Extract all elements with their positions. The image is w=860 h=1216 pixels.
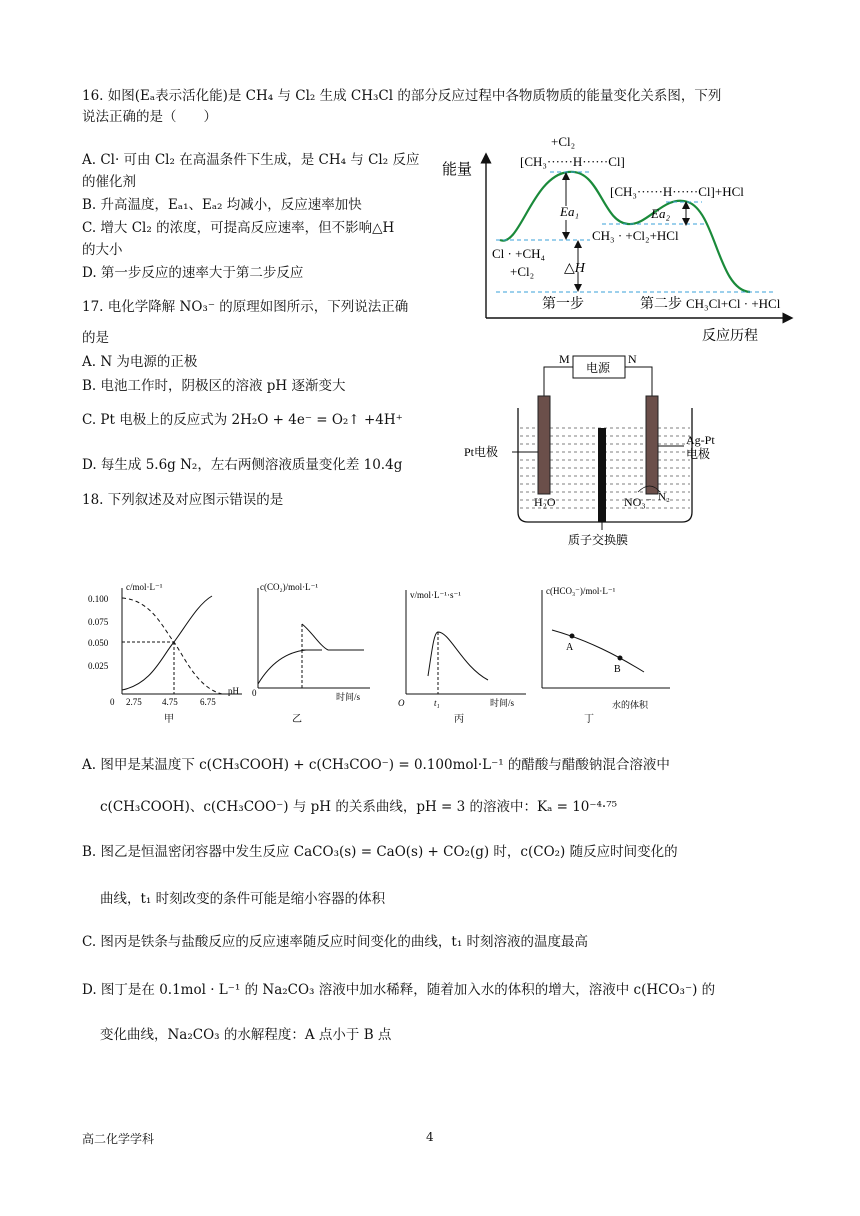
- power-source-label: 电源: [586, 361, 611, 375]
- bing-t1: t₁: [434, 698, 440, 708]
- q17-option-d: D. 每生成 5.6g N₂，左右两侧溶液质量变化差 10.4g: [82, 457, 403, 473]
- ea2-label: Ea₂: [651, 206, 670, 221]
- q16-stem-line1: 16. 如图(Eₐ表示活化能)是 CH₄ 与 Cl₂ 生成 CH₃Cl 的部分反应过程中各物质物质的能量变化关系图，下列: [82, 88, 722, 104]
- jia-xunit: pH: [228, 686, 239, 696]
- yi-curve-fall: [302, 624, 328, 650]
- ea1-label: Ea₁: [560, 204, 579, 219]
- step2-label: 第二步: [640, 297, 682, 312]
- jia-ytick-0100: 0.100: [88, 594, 109, 604]
- ding-point-a: [570, 634, 575, 639]
- q16-option-c-line1: C. 增大 Cl₂ 的浓度，可提高反应速率，但不影响△H: [82, 220, 395, 236]
- yi-curve-rise: [258, 650, 306, 684]
- energy-axis-label: 能量: [442, 162, 473, 178]
- q17-option-a: A. N 为电源的正极: [82, 354, 198, 370]
- jia-curve-acid: [122, 598, 222, 694]
- bing-curve: [428, 632, 488, 680]
- jia-caption: 甲: [164, 714, 174, 725]
- pt-electrode: [538, 396, 550, 494]
- q16-option-a-line1: A. Cl· 可由 Cl₂ 在高温条件下生成，是 CH₄ 与 Cl₂ 反应: [82, 152, 420, 168]
- q16-option-d: D. 第一步反应的速率大于第二步反应: [82, 265, 304, 281]
- ding-label-b: B: [614, 664, 621, 675]
- q18-stem: 18. 下列叙述及对应图示错误的是: [82, 492, 284, 508]
- graph-jia: [82, 580, 252, 730]
- q16-option-a-line2: 的催化剂: [82, 174, 136, 190]
- footer-subject: 高二化学学科: [82, 1132, 155, 1146]
- agpt-label-2: 电极: [686, 447, 711, 461]
- q17-option-b: B. 电池工作时，阴极区的溶液 pH 逐渐变大: [82, 378, 346, 394]
- graph-yi: [252, 580, 402, 730]
- proton-exchange-membrane: [598, 428, 606, 522]
- q18-option-c: C. 图丙是铁条与盐酸反应的反应速率随反应时间变化的曲线，t₁ 时刻溶液的温度最高: [82, 934, 589, 950]
- energy-profile-diagram: [440, 130, 800, 350]
- reactant-label-2: +Cl₂: [510, 264, 535, 279]
- ding-label-a: A: [566, 642, 574, 653]
- q16-option-b: B. 升高温度，Eₐ₁、Eₐ₂ 均减小，反应速率加快: [82, 197, 362, 213]
- water-label: H₂O: [534, 495, 556, 509]
- nitrate-label: NO₃⁻: [624, 495, 652, 509]
- bing-caption: 丙: [454, 714, 464, 725]
- ts1-top-label: +Cl₂: [551, 134, 576, 149]
- step1-label: 第一步: [542, 297, 584, 312]
- yi-xlabel: 时间/s: [336, 692, 361, 702]
- q18-option-a-line2: c(CH₃COOH)、c(CH₃COO⁻) 与 pH 的关系曲线，pH = 3 的溶液中：Kₐ = 10⁻⁴·⁷⁵: [100, 799, 618, 815]
- graph-bing: [398, 580, 538, 730]
- intermediate-label: CH₃ · +Cl₂+HCl: [592, 228, 679, 243]
- terminal-n-label: N: [628, 352, 637, 366]
- ding-ylabel: c(HCO₃⁻)/mol·L⁻¹: [546, 586, 616, 596]
- ding-xlabel: 水的体积: [612, 700, 649, 710]
- q16-stem-line2: 说法正确的是（ ）: [82, 109, 217, 125]
- yi-origin: 0: [252, 688, 257, 698]
- q18-option-a-line1: A. 图甲是某温度下 c(CH₃COOH) + c(CH₃COO⁻) = 0.100mol·L⁻¹ 的醋酸与醋酸钠混合溶液中: [82, 757, 670, 773]
- ding-caption: 丁: [584, 714, 594, 725]
- bing-ylabel: v/mol·L⁻¹·s⁻¹: [410, 590, 461, 600]
- reactant-label-1: Cl · +CH₄: [492, 246, 546, 261]
- bing-origin: O: [398, 698, 405, 708]
- q17-option-c: C. Pt 电极上的反应式为 2H₂O + 4e⁻ = O₂↑ +4H⁺: [82, 412, 403, 428]
- jia-ylabel: c/mol·L⁻¹: [126, 582, 163, 592]
- jia-ytick-0025: 0.025: [88, 661, 109, 671]
- ding-point-b: [618, 656, 623, 661]
- electrolysis-cell-diagram: [460, 348, 750, 553]
- ts2-label: [CH₃······H······Cl]+HCl: [610, 184, 744, 199]
- wire-right: [625, 367, 652, 398]
- bing-xlabel: 时间/s: [490, 698, 515, 708]
- yi-ylabel: c(CO₂)/mol·L⁻¹: [260, 582, 319, 592]
- q18-option-b-line2: 曲线，t₁ 时刻改变的条件可能是缩小容器的体积: [100, 891, 386, 907]
- jia-curve-acetate: [122, 596, 212, 690]
- jia-xtick-675: 6.75: [200, 697, 216, 707]
- dh-label: △H: [564, 261, 585, 276]
- q18-option-d-line2: 变化曲线，Na₂CO₃ 的水解程度：A 点小于 B 点: [100, 1027, 392, 1043]
- jia-ytick-0075: 0.075: [88, 617, 109, 627]
- terminal-m-label: M: [559, 352, 570, 366]
- jia-xtick-275: 2.75: [126, 697, 142, 707]
- jia-origin: 0: [110, 697, 115, 707]
- membrane-label: 质子交换膜: [568, 533, 629, 547]
- agpt-label-1: Ag-Pt: [686, 433, 715, 447]
- jia-xtick-475: 4.75: [162, 697, 178, 707]
- footer-page-number: 4: [426, 1130, 434, 1144]
- jia-ytick-0050: 0.050: [88, 638, 109, 648]
- q17-stem-line2: 的是: [82, 330, 109, 346]
- product-label: CH₃Cl+Cl · +HCl: [686, 296, 781, 311]
- q18-option-b-line1: B. 图乙是恒温密闭容器中发生反应 CaCO₃(s) = CaO(s) + CO₂(g) 时，c(CO₂) 随反应时间变化的: [82, 844, 678, 860]
- q17-stem-line1: 17. 电化学降解 NO₃⁻ 的原理如图所示，下列说法正确: [82, 299, 409, 315]
- q18-option-d-line1: D. 图丁是在 0.1mol · L⁻¹ 的 Na₂CO₃ 溶液中加水稀释，随着加入水的体积的增大，溶液中 c(HCO₃⁻) 的: [82, 982, 716, 998]
- q16-option-c-line2: 的大小: [82, 242, 123, 258]
- nitrogen-label: N₂: [658, 491, 670, 503]
- yi-caption: 乙: [292, 714, 302, 725]
- graph-ding: [538, 580, 688, 730]
- wire-left: [544, 367, 573, 398]
- ag-pt-electrode: [646, 396, 658, 494]
- reaction-axis-label: 反应历程: [702, 329, 758, 344]
- ts1-label: [CH₃······H······Cl]: [520, 154, 625, 169]
- pt-electrode-label: Pt电极: [464, 445, 499, 459]
